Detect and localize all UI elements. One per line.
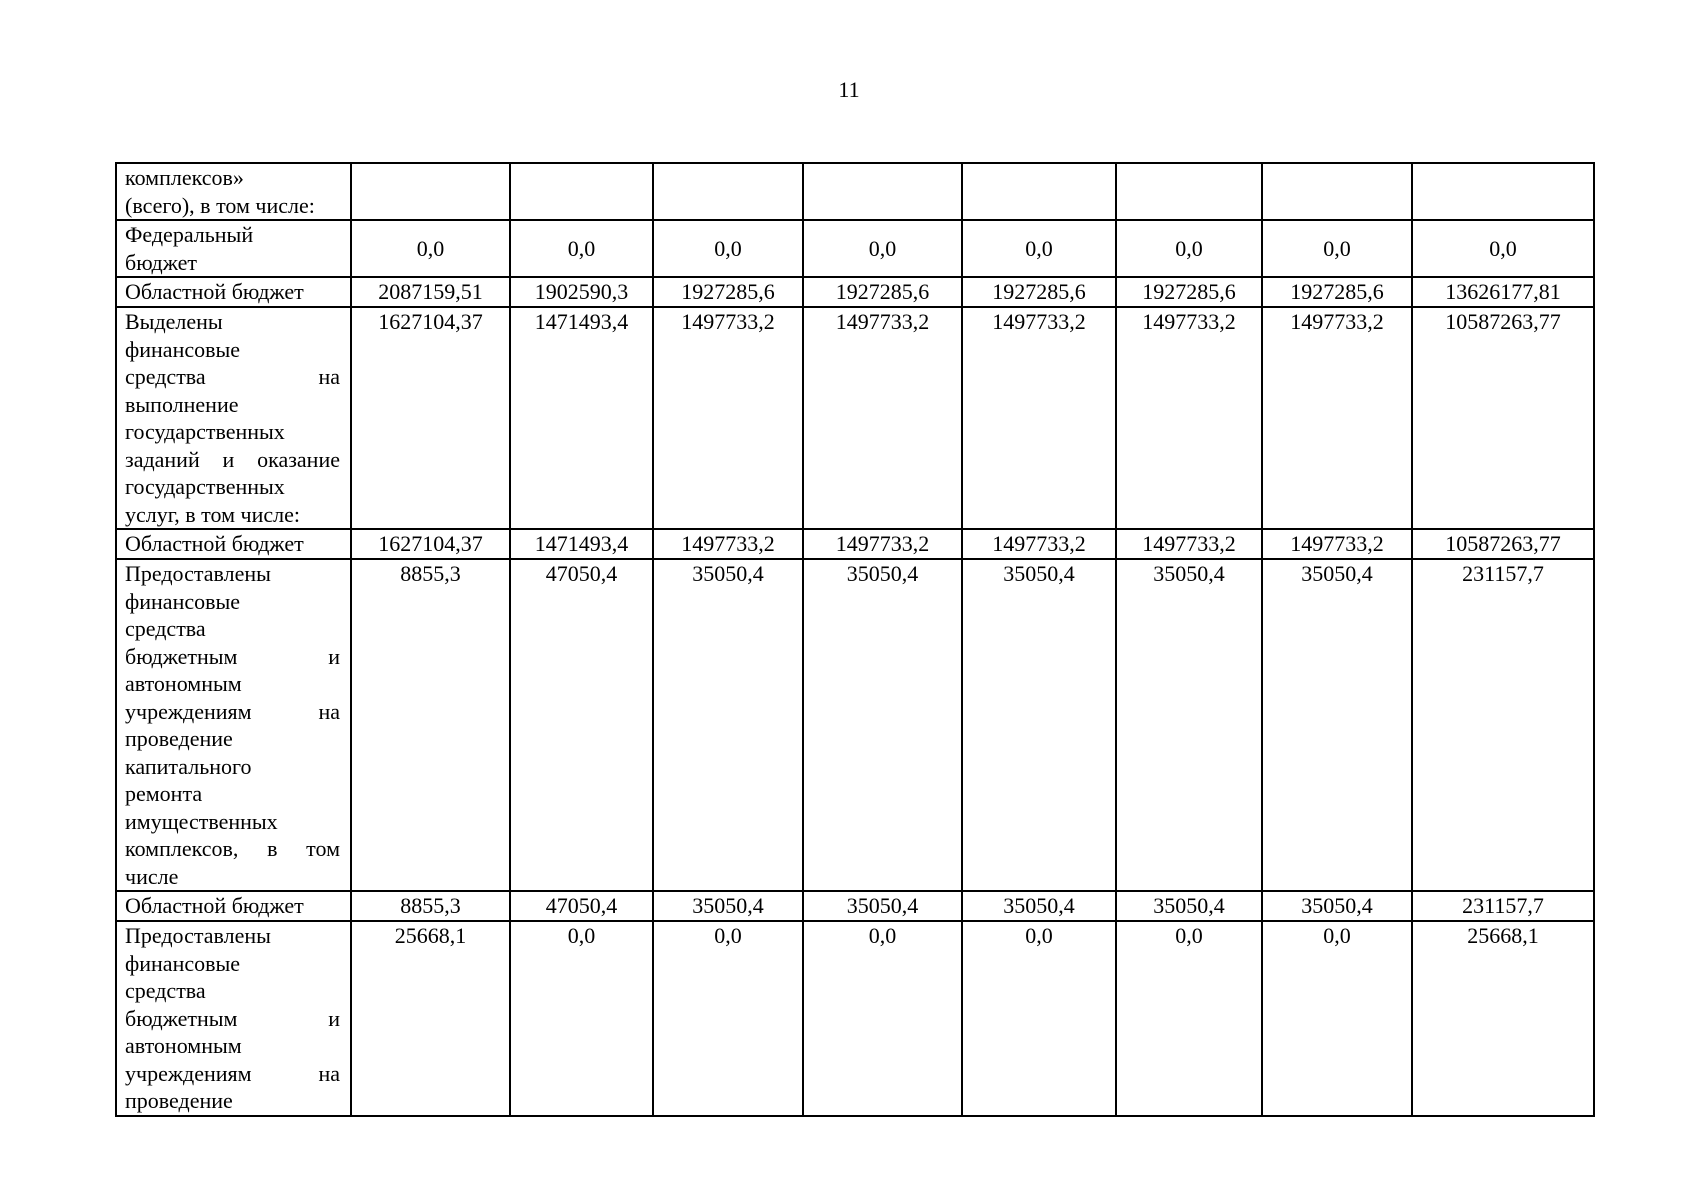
row-label-cell bbox=[116, 163, 351, 220]
table-row bbox=[116, 559, 1594, 891]
value-cell: 1471493,4 bbox=[510, 529, 653, 559]
row-label-line: Предоставлены bbox=[125, 561, 271, 586]
value-cell: 0,0 bbox=[962, 220, 1116, 277]
row-label-line: Федеральный bbox=[125, 222, 254, 247]
value-cell: 0,0 bbox=[351, 220, 510, 277]
value-cell: 25668,1 bbox=[351, 921, 510, 1116]
value-cell: 1927285,6 bbox=[1116, 277, 1262, 307]
value-cell: 35050,4 bbox=[962, 559, 1116, 891]
row-label-line: проведение bbox=[125, 726, 233, 751]
value-cell: 1497733,2 bbox=[962, 529, 1116, 559]
value-cell: 10587263,77 bbox=[1412, 307, 1594, 529]
value-cell: 1497733,2 bbox=[653, 529, 803, 559]
value-cell: 35050,4 bbox=[1262, 559, 1412, 891]
value-cell: 1497733,2 bbox=[653, 307, 803, 529]
value-cell: 1497733,2 bbox=[1116, 529, 1262, 559]
row-label-line: Областной бюджет bbox=[125, 893, 304, 918]
row-label-line: Областной бюджет bbox=[125, 279, 304, 304]
table-row bbox=[116, 220, 1594, 277]
value-cell: 0,0 bbox=[1262, 220, 1412, 277]
row-label-cell bbox=[116, 559, 351, 891]
value-cell: 1927285,6 bbox=[803, 277, 962, 307]
row-label-line: комплексов» bbox=[125, 165, 244, 190]
value-cell bbox=[803, 163, 962, 220]
value-cell: 0,0 bbox=[510, 921, 653, 1116]
value-cell bbox=[1262, 163, 1412, 220]
table-row bbox=[116, 277, 1594, 307]
table-row bbox=[116, 307, 1594, 529]
row-label-line: Областной бюджет bbox=[125, 531, 304, 556]
value-cell: 0,0 bbox=[653, 921, 803, 1116]
table-row bbox=[116, 163, 1594, 220]
value-cell: 0,0 bbox=[803, 921, 962, 1116]
row-label-cell bbox=[116, 921, 351, 1116]
value-cell: 0,0 bbox=[962, 921, 1116, 1116]
value-cell: 0,0 bbox=[1116, 220, 1262, 277]
table-body bbox=[116, 163, 1594, 1116]
value-cell: 1627104,37 bbox=[351, 529, 510, 559]
row-label-line: средства bbox=[125, 978, 206, 1003]
row-label-line: числе bbox=[125, 863, 179, 889]
value-cell: 0,0 bbox=[803, 220, 962, 277]
value-cell: 1627104,37 bbox=[351, 307, 510, 529]
row-label-line: Предоставлены bbox=[125, 923, 271, 948]
value-cell: 0,0 bbox=[510, 220, 653, 277]
row-label-line: (всего), в том числе: bbox=[125, 192, 315, 218]
row-label-line: выполнение bbox=[125, 391, 239, 417]
value-cell: 8855,3 bbox=[351, 891, 510, 921]
value-cell bbox=[510, 163, 653, 220]
row-label-line: государственных bbox=[125, 419, 285, 444]
value-cell: 1497733,2 bbox=[1262, 529, 1412, 559]
row-label-line: государственных bbox=[125, 474, 285, 499]
row-label-line: средства bbox=[125, 616, 206, 641]
value-cell: 231157,7 bbox=[1412, 891, 1594, 921]
value-cell: 2087159,51 bbox=[351, 277, 510, 307]
row-label-line: автономным bbox=[125, 671, 242, 696]
table-row bbox=[116, 921, 1594, 1116]
value-cell: 0,0 bbox=[1412, 220, 1594, 277]
value-cell: 47050,4 bbox=[510, 559, 653, 891]
value-cell: 47050,4 bbox=[510, 891, 653, 921]
row-label-line: проведение bbox=[125, 1088, 233, 1113]
row-label-cell bbox=[116, 529, 351, 559]
row-label-line: бюджетным и bbox=[125, 643, 340, 669]
row-label-line: Выделены bbox=[125, 309, 223, 334]
value-cell bbox=[1412, 163, 1594, 220]
value-cell: 1497733,2 bbox=[962, 307, 1116, 529]
value-cell: 1497733,2 bbox=[803, 529, 962, 559]
table-row bbox=[116, 891, 1594, 921]
value-cell bbox=[962, 163, 1116, 220]
value-cell: 10587263,77 bbox=[1412, 529, 1594, 559]
value-cell: 35050,4 bbox=[803, 891, 962, 921]
value-cell: 35050,4 bbox=[653, 559, 803, 891]
row-label-cell bbox=[116, 307, 351, 529]
value-cell: 1927285,6 bbox=[1262, 277, 1412, 307]
budget-table bbox=[115, 162, 1595, 1117]
value-cell: 35050,4 bbox=[962, 891, 1116, 921]
row-label-line: бюджетным и bbox=[125, 1005, 340, 1031]
value-cell: 1471493,4 bbox=[510, 307, 653, 529]
row-label-line: средства на bbox=[125, 364, 340, 389]
value-cell: 35050,4 bbox=[653, 891, 803, 921]
value-cell: 35050,4 bbox=[1262, 891, 1412, 921]
row-label-line: капитального bbox=[125, 753, 252, 779]
row-label-line: заданий и оказание bbox=[125, 446, 340, 472]
row-label-line: учреждениям на bbox=[125, 698, 340, 724]
value-cell: 1497733,2 bbox=[1116, 307, 1262, 529]
row-label-line: бюджет bbox=[125, 249, 197, 275]
value-cell: 25668,1 bbox=[1412, 921, 1594, 1116]
row-label-cell bbox=[116, 220, 351, 277]
value-cell: 0,0 bbox=[1262, 921, 1412, 1116]
value-cell: 231157,7 bbox=[1412, 559, 1594, 891]
row-label-line: услуг, в том числе: bbox=[125, 501, 300, 527]
row-label-cell bbox=[116, 891, 351, 921]
row-label-line: автономным bbox=[125, 1033, 242, 1058]
row-label-line: учреждениям на bbox=[125, 1060, 340, 1086]
value-cell: 1927285,6 bbox=[962, 277, 1116, 307]
row-label-line: финансовые bbox=[125, 336, 241, 362]
value-cell: 1497733,2 bbox=[803, 307, 962, 529]
row-label-line: финансовые bbox=[125, 588, 241, 614]
table-row bbox=[116, 529, 1594, 559]
value-cell: 35050,4 bbox=[803, 559, 962, 891]
value-cell: 0,0 bbox=[653, 220, 803, 277]
value-cell: 35050,4 bbox=[1116, 891, 1262, 921]
value-cell: 1497733,2 bbox=[1262, 307, 1412, 529]
value-cell: 1902590,3 bbox=[510, 277, 653, 307]
row-label-line: финансовые bbox=[125, 950, 241, 976]
row-label-line: ремонта bbox=[125, 781, 203, 806]
value-cell: 1927285,6 bbox=[653, 277, 803, 307]
value-cell: 35050,4 bbox=[1116, 559, 1262, 891]
row-label-line: комплексов, в том bbox=[125, 836, 340, 861]
value-cell: 13626177,81 bbox=[1412, 277, 1594, 307]
value-cell: 0,0 bbox=[1116, 921, 1262, 1116]
row-label-cell bbox=[116, 277, 351, 307]
value-cell bbox=[653, 163, 803, 220]
value-cell bbox=[1116, 163, 1262, 220]
page-number: 11 bbox=[838, 77, 860, 102]
value-cell bbox=[351, 163, 510, 220]
value-cell: 8855,3 bbox=[351, 559, 510, 891]
row-label-line: имущественных bbox=[125, 808, 278, 834]
